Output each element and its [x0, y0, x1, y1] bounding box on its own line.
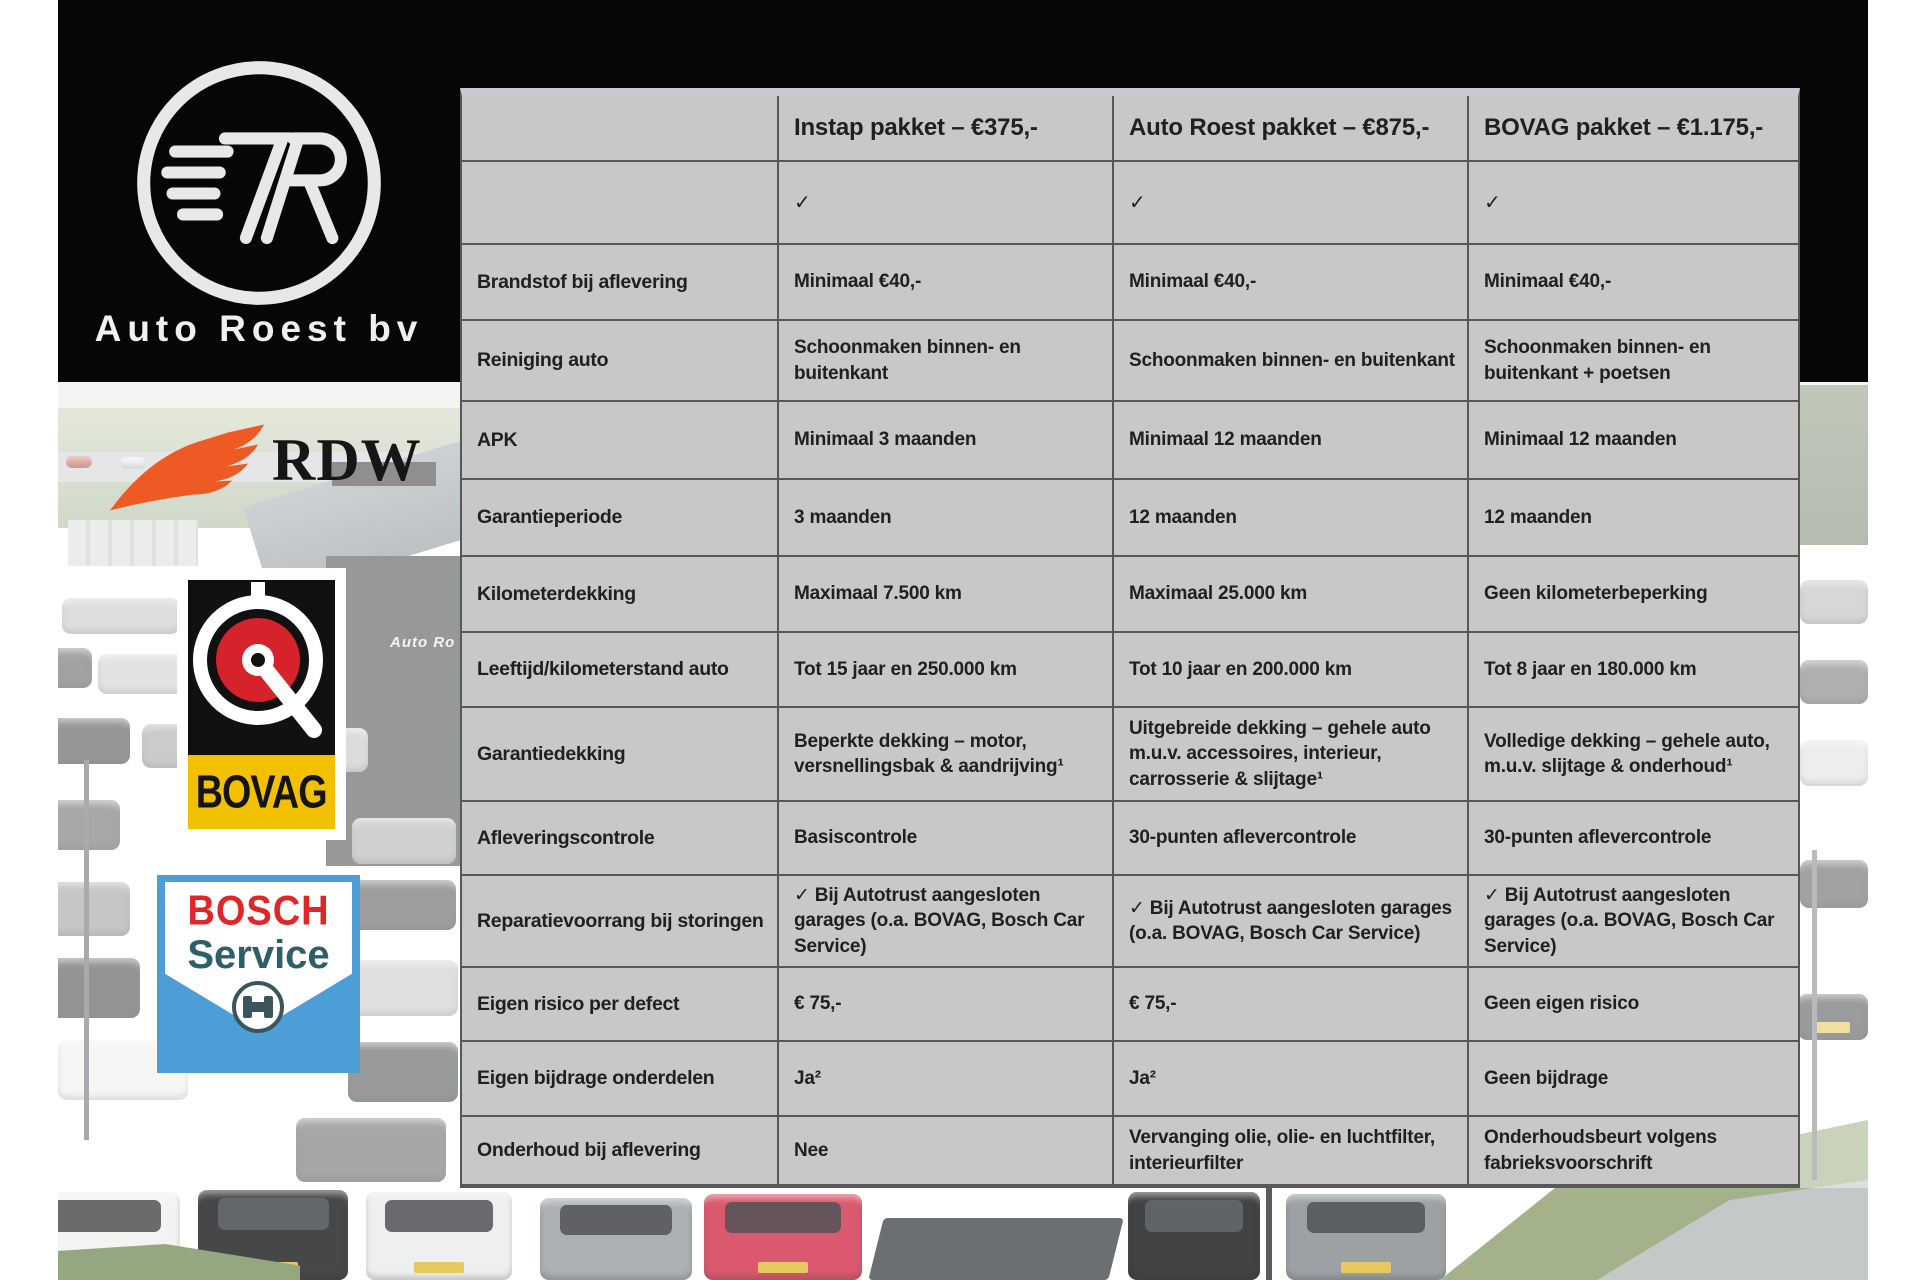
bovag-record-icon: [188, 580, 335, 755]
table-cell: Tot 8 jaar en 180.000 km: [1469, 633, 1798, 708]
table-cell: 30-punten aflevercontrole: [1469, 802, 1798, 876]
table-cell: Minimaal 12 maanden: [1114, 402, 1469, 480]
table-cell: Minimaal €40,-: [1114, 245, 1469, 321]
table-cell: € 75,-: [779, 968, 1114, 1042]
rdw-wordmark: RDW: [272, 427, 422, 493]
table-cell: Maximaal 25.000 km: [1114, 557, 1469, 633]
table-cell: Nee: [779, 1117, 1114, 1186]
table-cell: Schoonmaken binnen- en buitenkant: [779, 321, 1114, 402]
table-cell: Minimaal 12 maanden: [1469, 402, 1798, 480]
table-cell: Beperkte dekking – motor, versnellingsbak & aandrijving¹: [779, 708, 1114, 802]
table-cell: ✓ Bij Autotrust aangesloten garages (o.a. BOVAG, Bosch Car Service): [1469, 876, 1798, 968]
table-cell: ✓ Bij Autotrust aangesloten garages (o.a. BOVAG, Bosch Car Service): [1114, 876, 1469, 968]
table-cell: Geen kilometerbeperking: [1469, 557, 1798, 633]
table-cell: 12 maanden: [1469, 480, 1798, 557]
row-label: APK: [462, 402, 779, 480]
row-label: Leeftijd/kilometerstand auto: [462, 633, 779, 708]
table-cell: Tot 10 jaar en 200.000 km: [1114, 633, 1469, 708]
row-label: [462, 162, 779, 245]
table-cell: 12 maanden: [1114, 480, 1469, 557]
rdw-logo: [108, 418, 422, 518]
row-label: Garantieperiode: [462, 480, 779, 557]
table-cell: Ja²: [1114, 1042, 1469, 1117]
right-white-margin: [1868, 0, 1920, 1280]
row-label: Kilometerdekking: [462, 557, 779, 633]
package-header-instap: Instap pakket – €375,-: [779, 96, 1114, 162]
row-label: Reparatievoorrang bij storingen: [462, 876, 779, 968]
table-cell: Minimaal 3 maanden: [779, 402, 1114, 480]
corner-cell: [462, 96, 779, 162]
row-label: Brandstof bij aflevering: [462, 245, 779, 321]
bosch-anchor-icon: [230, 979, 286, 1035]
bovag-name-band: [188, 755, 335, 829]
auto-roest-7r-icon: [128, 52, 390, 314]
check-icon: ✓: [779, 162, 1114, 245]
table-cell: Schoonmaken binnen- en buitenkant + poetsen: [1469, 321, 1798, 402]
row-label: Onderhoud bij aflevering: [462, 1117, 779, 1186]
table-cell: Geen eigen risico: [1469, 968, 1798, 1042]
table-cell: Vervanging olie, olie- en luchtfilter, interieurfilter: [1114, 1117, 1469, 1186]
bovag-wordmark: BOVAG: [196, 765, 327, 818]
package-header-bovag: BOVAG pakket – €1.175,-: [1469, 96, 1798, 162]
table-cell: 3 maanden: [779, 480, 1114, 557]
table-cell: Uitgebreide dekking – gehele auto m.u.v. accessoires, interieur, carrosserie & slijtage¹: [1114, 708, 1469, 802]
package-header-auto-roest: Auto Roest pakket – €875,-: [1114, 96, 1469, 162]
brand-name: Auto Roest bv: [94, 308, 424, 349]
package-comparison-table: [460, 88, 1800, 1188]
bosch-service-wordmark: Service: [187, 933, 330, 977]
table-cell: Ja²: [779, 1042, 1114, 1117]
bosch-service-logo: [157, 875, 360, 1073]
table-cell: Minimaal €40,-: [779, 245, 1114, 321]
bovag-emblem: [188, 580, 335, 755]
table-cell: Basiscontrole: [779, 802, 1114, 876]
table-cell: ✓ Bij Autotrust aangesloten garages (o.a. BOVAG, Bosch Car Service): [779, 876, 1114, 968]
table-cell: 30-punten aflevercontrole: [1114, 802, 1469, 876]
table-cell: Minimaal €40,-: [1469, 245, 1798, 321]
row-label: Afleveringscontrole: [462, 802, 779, 876]
check-icon: ✓: [1114, 162, 1469, 245]
table-cell: Onderhoudsbeurt volgens fabrieksvoorschrift: [1469, 1117, 1798, 1186]
table-cell: Volledige dekking – gehele auto, m.u.v. slijtage & onderhoud¹: [1469, 708, 1798, 802]
table-cell: Schoonmaken binnen- en buitenkant: [1114, 321, 1469, 402]
auto-roest-brand: [58, 0, 460, 382]
rdw-wing-icon: [108, 420, 278, 520]
bosch-wordmark: BOSCH: [187, 887, 330, 935]
photo-wash-overlay-bottom: [58, 1188, 1868, 1280]
table-cell: Tot 15 jaar en 250.000 km: [779, 633, 1114, 708]
table-cell: Geen bijdrage: [1469, 1042, 1798, 1117]
row-label: Reiniging auto: [462, 321, 779, 402]
row-label: Eigen risico per defect: [462, 968, 779, 1042]
table-cell: € 75,-: [1114, 968, 1469, 1042]
table-cell: Maximaal 7.500 km: [779, 557, 1114, 633]
bovag-logo: [177, 568, 346, 840]
row-label: Garantiedekking: [462, 708, 779, 802]
left-white-margin: [0, 0, 58, 1280]
row-label: Eigen bijdrage onderdelen: [462, 1042, 779, 1117]
check-icon: ✓: [1469, 162, 1798, 245]
